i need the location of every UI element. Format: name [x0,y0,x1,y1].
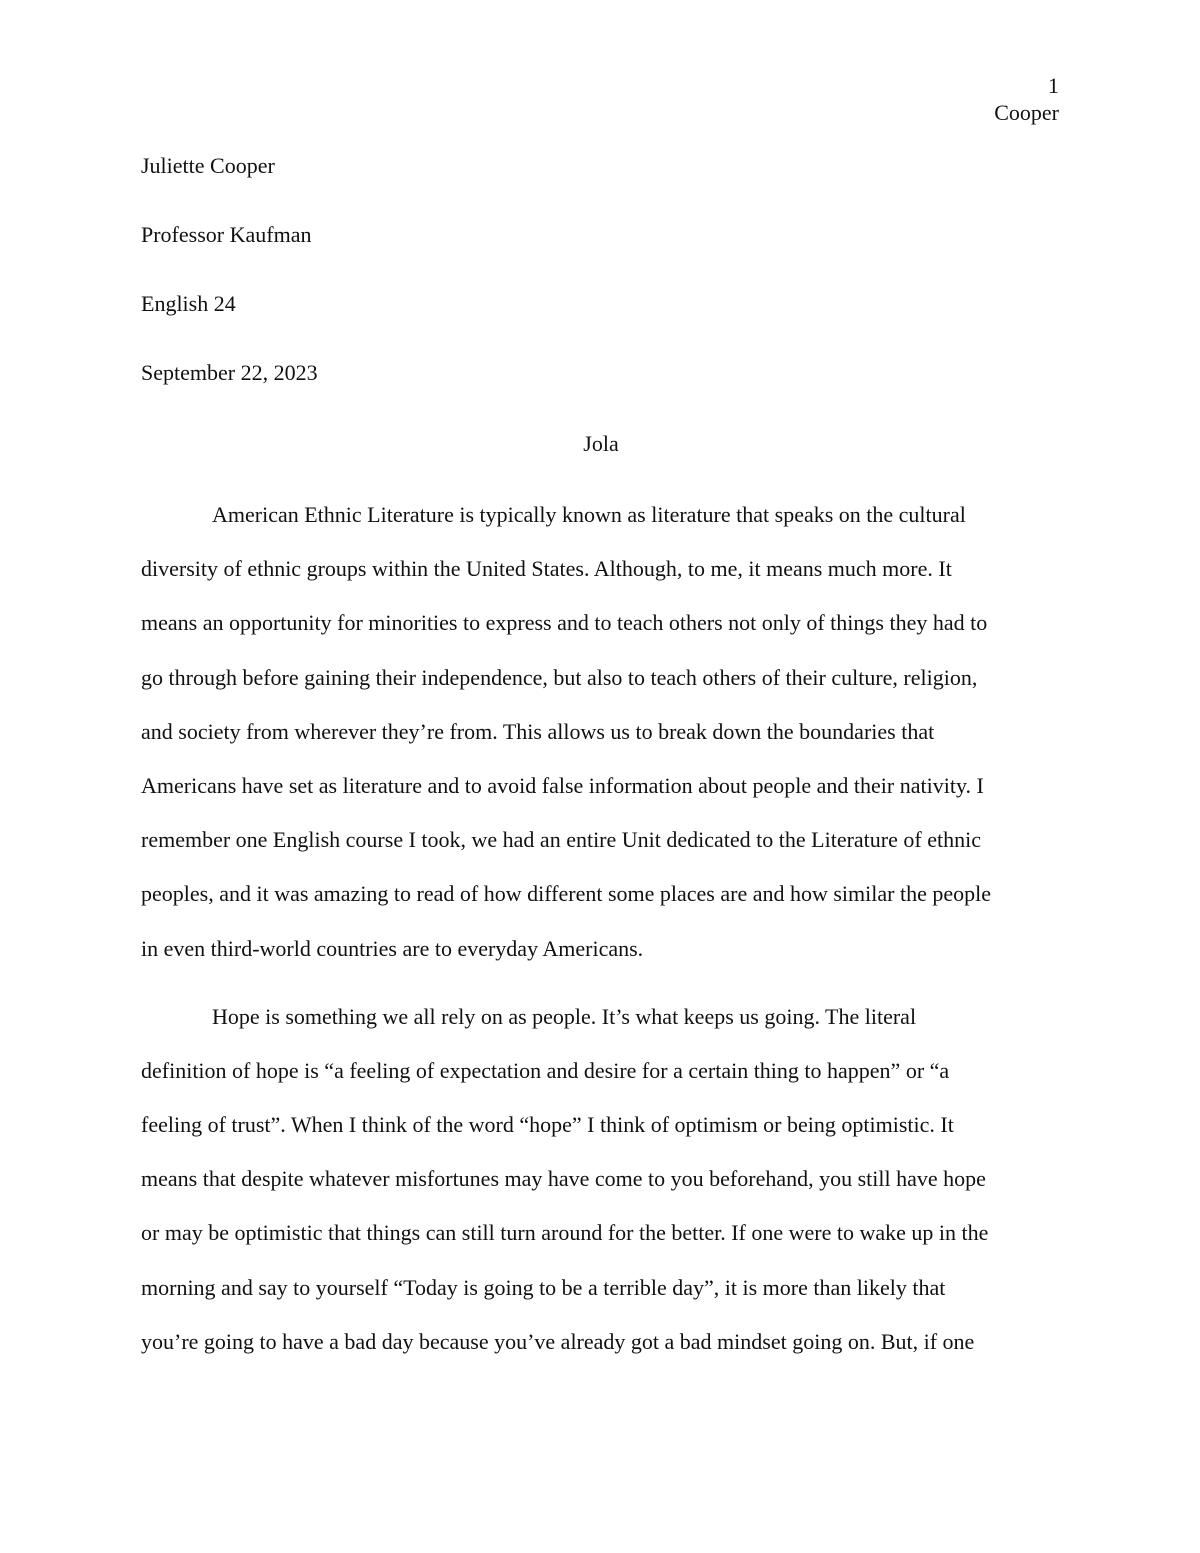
paragraph-line: go through before gaining their independence, but also to teach others of their culture, religion, [141,664,978,690]
essay-body [141,500,1061,1395]
paragraph-line: Americans have set as literature and to avoid false information about people and their nativity. I [141,772,984,798]
student-name: Juliette Cooper [141,153,275,178]
course-name: English 24 [141,291,236,316]
paragraph-line: definition of hope is “a feeling of expectation and desire for a certain thing to happen” or “a [141,1057,950,1083]
professor-name: Professor Kaufman [141,222,312,247]
heading-block [141,152,1061,428]
running-head: Cooper [994,100,1059,125]
paragraph-line: means an opportunity for minorities to express and to teach others not only of things they had to [141,610,988,636]
paragraph-line: feeling of trust”. When I think of the word “hope” I think of optimism or being optimistic. It [141,1112,954,1138]
paragraph-line: means that despite whatever misfortunes may have come to you beforehand, you still have hope [141,1166,986,1192]
essay-title: Jola [583,431,619,456]
paragraph-line: you’re going to have a bad day because you’ve already got a bad mindset going on. But, if one [141,1328,975,1354]
paragraph-line: morning and say to yourself “Today is going to be a terrible day”, it is more than likely that [141,1274,946,1300]
submission-date: September 22, 2023 [141,360,318,385]
paragraph-line: and society from wherever they’re from. This allows us to break down the boundaries that [141,718,935,744]
paragraph [141,1002,1061,1381]
paragraph-line: diversity of ethnic groups within the United States. Although, to me, it means much more. It [141,556,952,582]
paragraph [141,500,1061,988]
paragraph-line: American Ethnic Literature is typically known as literature that speaks on the cultural [212,502,966,527]
paragraph-line: or may be optimistic that things can still turn around for the better. If one were to wake up in the [141,1220,989,1246]
page-header [994,72,1059,126]
paragraph-line: peoples, and it was amazing to read of how different some places are and how similar the people [141,881,991,907]
paragraph-line: in even third-world countries are to everyday Americans. [141,935,644,961]
paragraph-line: Hope is something we all rely on as people. It’s what keeps us going. The literal [212,1003,917,1029]
paragraph-line: remember one English course I took, we had an entire Unit dedicated to the Literature of ethnic [141,827,981,853]
page-number: 1 [1048,73,1059,98]
